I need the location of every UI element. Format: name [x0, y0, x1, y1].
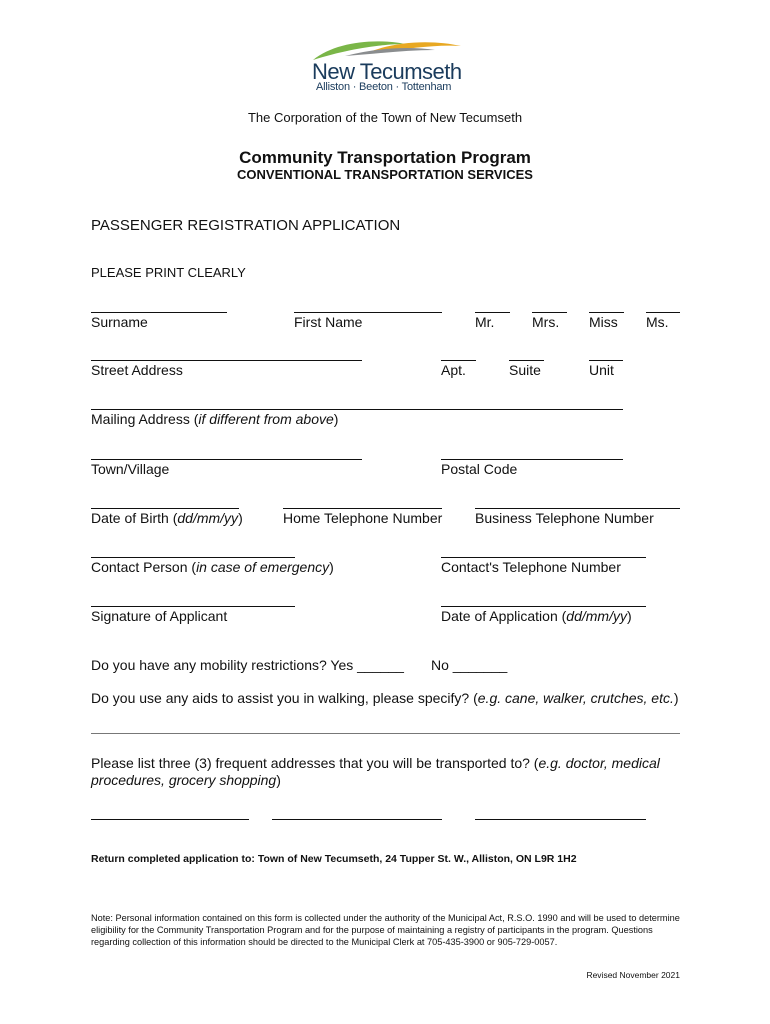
postal-code-line[interactable]	[441, 459, 623, 460]
first-name-label: First Name	[294, 314, 363, 330]
unit-line[interactable]	[589, 360, 623, 361]
revised-date: Revised November 2021	[586, 970, 680, 980]
mailing-address-line[interactable]	[91, 409, 623, 410]
addresses-question-line2: procedures, grocery shopping)	[91, 772, 281, 788]
print-instruction: PLEASE PRINT CLEARLY	[91, 265, 246, 280]
apt-label: Apt.	[441, 362, 466, 378]
home-phone-label: Home Telephone Number	[283, 510, 443, 526]
mrs-label: Mrs.	[532, 314, 560, 330]
home-phone-line[interactable]	[283, 508, 442, 509]
address-3-line[interactable]	[475, 819, 646, 820]
contact-person-label: Contact Person (in case of emergency)	[91, 559, 334, 575]
apt-line[interactable]	[441, 360, 476, 361]
logo-subtitle: Alliston · Beeton · Tottenham	[316, 81, 452, 93]
ms-line[interactable]	[646, 312, 680, 313]
program-subtitle: CONVENTIONAL TRANSPORTATION SERVICES	[237, 167, 533, 182]
ms-label: Ms.	[646, 314, 669, 330]
corporation-heading: The Corporation of the Town of New Tecumseth	[247, 110, 523, 125]
business-phone-label: Business Telephone Number	[475, 510, 654, 526]
miss-line[interactable]	[589, 312, 624, 313]
mobility-question: Do you have any mobility restrictions? Yes ______	[91, 657, 404, 673]
address-2-line[interactable]	[272, 819, 442, 820]
signature-label: Signature of Applicant	[91, 608, 228, 624]
program-title: Community Transportation Program	[239, 148, 531, 167]
surname-label: Surname	[91, 314, 148, 330]
business-phone-line[interactable]	[475, 508, 680, 509]
form-title: PASSENGER REGISTRATION APPLICATION	[91, 217, 401, 234]
mobility-no-option[interactable]: No _______	[431, 657, 508, 673]
signature-line[interactable]	[91, 606, 295, 607]
aids-answer-line[interactable]	[91, 733, 680, 734]
suite-line[interactable]	[509, 360, 544, 361]
mr-label: Mr.	[475, 314, 495, 330]
unit-label: Unit	[589, 362, 614, 378]
dob-line[interactable]	[91, 508, 239, 509]
date-application-line[interactable]	[441, 606, 646, 607]
suite-label: Suite	[509, 362, 541, 378]
contact-person-line[interactable]	[91, 557, 295, 558]
street-address-label: Street Address	[91, 362, 183, 378]
contact-phone-line[interactable]	[441, 557, 646, 558]
surname-line[interactable]	[91, 312, 227, 313]
addresses-question-line1: Please list three (3) frequent addresses that you will be transported to? (e.g. doctor, medical	[91, 755, 660, 771]
dob-label: Date of Birth (dd/mm/yy)	[91, 510, 243, 526]
address-1-line[interactable]	[91, 819, 249, 820]
town-village-line[interactable]	[91, 459, 362, 460]
privacy-note: Note: Personal information contained on this form is collected under the authority of the Municipal Act, R.S.O. 1990 and will be used to determine eligibility for the Community Transportation Program and for the purpose of maintaining a registry of participants in the program. Questions regarding collection of this information should be directed to the Municipal Clerk at 705-435-3900 or 905-729-0057.	[91, 913, 680, 947]
mailing-address-label: Mailing Address (if different from above)	[91, 411, 339, 427]
mrs-line[interactable]	[532, 312, 567, 313]
street-address-line[interactable]	[91, 360, 362, 361]
first-name-line[interactable]	[294, 312, 442, 313]
return-address: Return completed application to: Town of New Tecumseth, 24 Tupper St. W., Alliston, ON L9R 1H2	[91, 853, 577, 865]
mr-line[interactable]	[475, 312, 510, 313]
logo-name: New Tecumseth	[312, 59, 462, 84]
aids-question: Do you use any aids to assist you in walking, please specify? (e.g. cane, walker, crutches, etc.)	[91, 690, 679, 706]
town-village-label: Town/Village	[91, 461, 170, 477]
postal-code-label: Postal Code	[441, 461, 518, 477]
contact-phone-label: Contact's Telephone Number	[441, 559, 621, 575]
miss-label: Miss	[589, 314, 618, 330]
date-application-label: Date of Application (dd/mm/yy)	[441, 608, 632, 624]
